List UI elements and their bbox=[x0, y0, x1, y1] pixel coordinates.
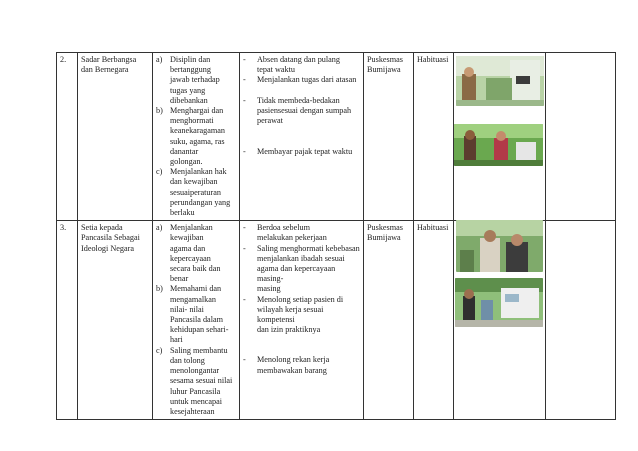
value-cell: Setia kepada Pancasila Sebagai Ideologi Negara bbox=[78, 221, 153, 420]
empty-cell bbox=[546, 53, 616, 221]
evidence-photo bbox=[455, 278, 543, 327]
list-item: c) Saling membantu dan tolong menolongantar sesama sesuai nilai luhur Pancasila untuk mencapai kesejahteraan bbox=[156, 345, 233, 416]
list-item: - Tidak membeda-bedakan pasiensesuai dengan sumpah perawat bbox=[243, 95, 352, 126]
list-item: - Berdoa sebelum melakukan pekerjaan bbox=[243, 223, 327, 243]
list-item: a) Menjalankan kewajiban agama dan kepercayaan secara baik dan benar bbox=[156, 223, 221, 284]
row-number: 3. bbox=[57, 221, 78, 420]
list-item: b) Menghargai dan menghormati keanekaragaman suku, agama, ras danantar golongan. bbox=[156, 106, 226, 167]
list-item: b) Memahami dan mengamalkan nilai- nilai Pancasila dalam kehidupan sehari- hari bbox=[156, 284, 229, 345]
form-cell: Habituasi bbox=[414, 53, 454, 221]
place-cell: Puskesmas Bumijawa bbox=[364, 53, 414, 221]
value-cell: Sadar Berbangsa dan Bernegara bbox=[78, 53, 153, 221]
list-item: - Membayar pajak tepat waktu bbox=[243, 147, 353, 157]
indicator-cell bbox=[153, 221, 240, 420]
list-item: - Absen datang dan pulang tepat waktu bbox=[243, 55, 340, 75]
form-cell: Habituasi bbox=[414, 221, 454, 420]
list-item: - Menolong setiap pasien di wilayah kerja sesuai kompetensi dan izin praktiknya bbox=[243, 294, 344, 335]
empty-cell bbox=[546, 221, 616, 420]
evidence-photo bbox=[454, 124, 543, 166]
activity-cell bbox=[240, 53, 364, 221]
indicator-cell bbox=[153, 53, 240, 221]
list-item: - Saling menghormati kebebasan menjalankan ibadah sesuai agama dan kepercayaan masing- masing bbox=[243, 243, 360, 294]
list-item: c) Menjalankan hak dan kewajiban sesuaiperaturan perundangan yang berlaku bbox=[156, 167, 231, 218]
activity-cell bbox=[240, 221, 364, 420]
list-item: - Menolong rekan kerja membawakan barang bbox=[243, 355, 330, 375]
list-item: a) Disiplin dan bertanggung jawab terhadap tugas yang dibebankan bbox=[156, 55, 220, 105]
evidence-photo bbox=[456, 56, 544, 106]
row-number: 2. bbox=[57, 53, 78, 221]
place-cell: Puskesmas Bumijawa bbox=[364, 221, 414, 420]
list-item: - Menjalankan tugas dari atasan bbox=[243, 75, 357, 85]
evidence-photo bbox=[456, 220, 543, 272]
